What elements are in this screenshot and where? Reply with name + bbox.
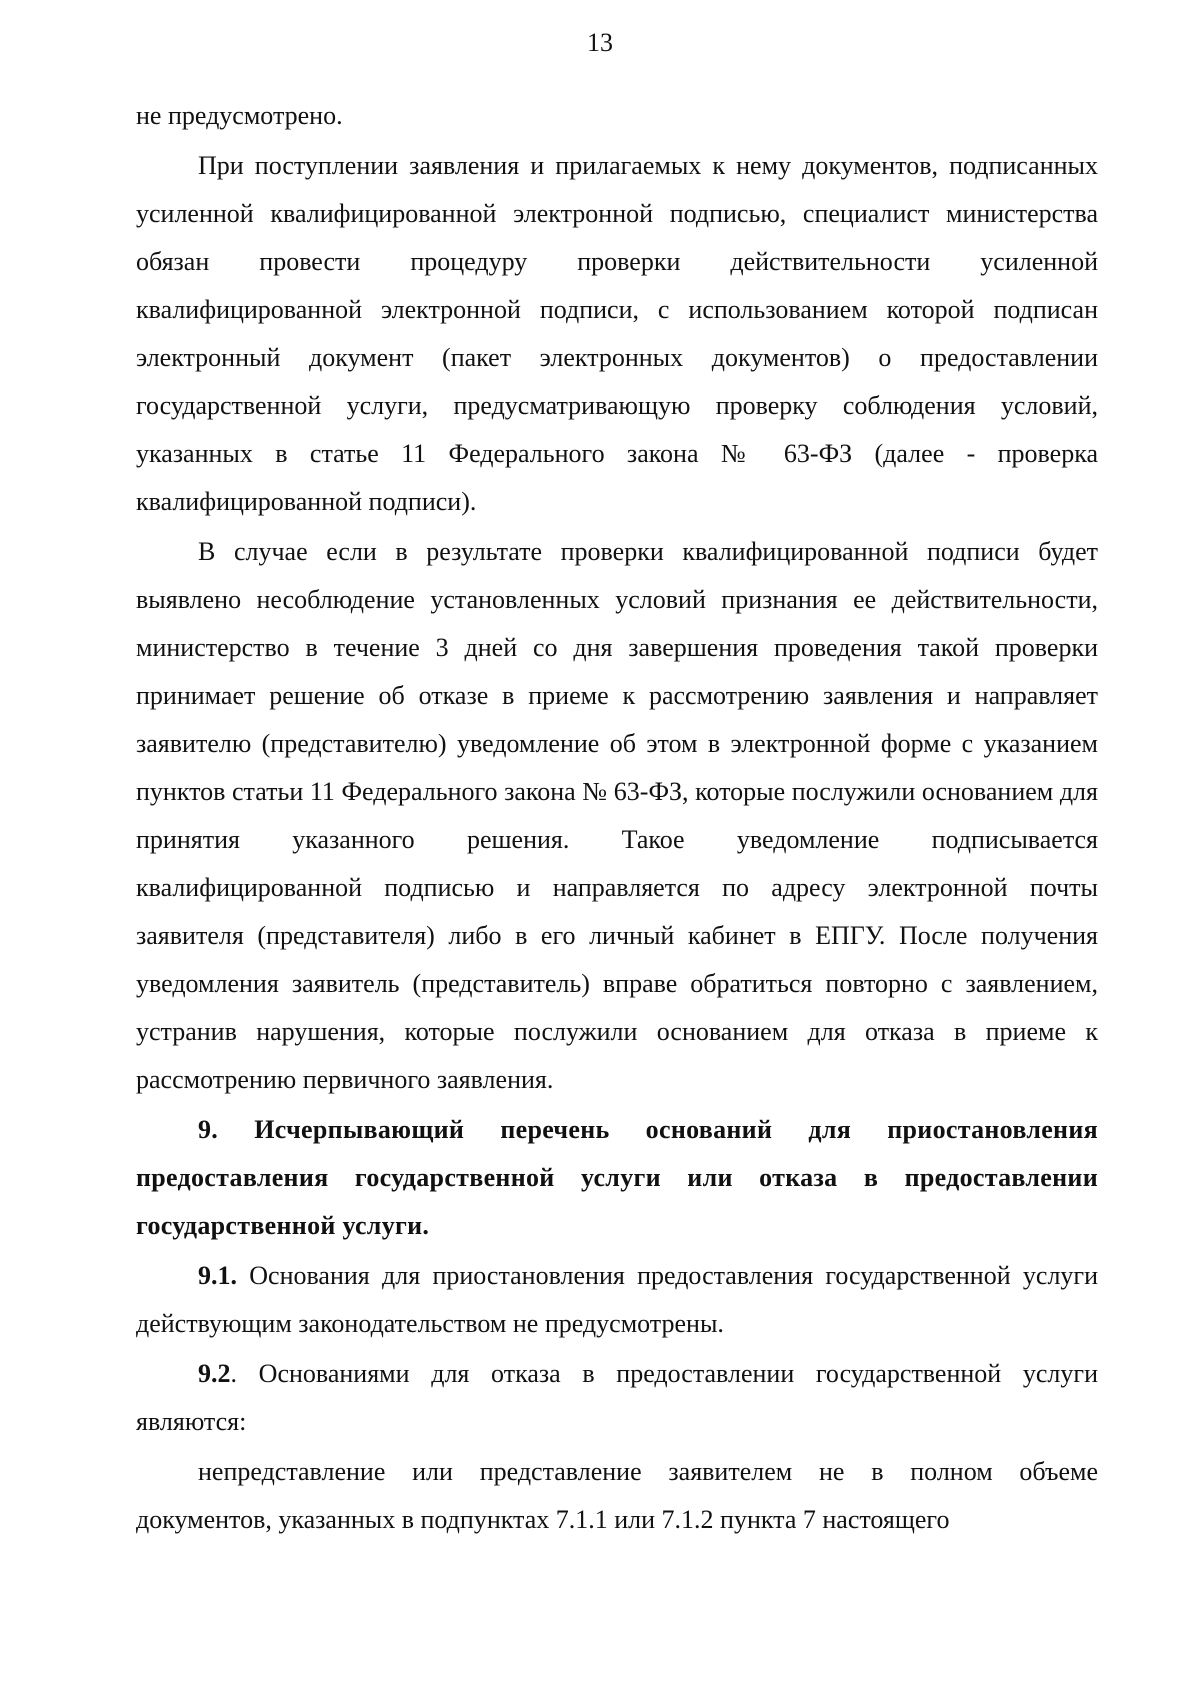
paragraph-signature-check: При поступлении заявления и прилагаемых к нему документов, подписанных усиленной квалифицированной электронной подписью, специалист министерства обязан провести процедуру проверки действительности усиленной квалифицированной электронной подписи, с использованием которой подписан электронный документ (пакет электронных документов) о предоставлении государственной услуги, предусматривающую проверку соблюдения условий, указанных в статье 11 Федерального закона № 63-ФЗ (далее - проверка квалифицированной подписи). — [136, 151, 1098, 516]
clause-number-9-2: 9.2 — [198, 1359, 231, 1388]
paragraph-signature-invalid: В случае если в результате проверки квалифицированной подписи будет выявлено несоблюдение установленных условий признания ее действительности, министерство в течение 3 дней со дня завершения проведения такой проверки принимает решение об отказе в приеме к рассмотрению заявления и направляет заявителю (представителю) уведомление об этом в электронной форме с указанием пунктов статьи 11 Федерального закона № 63-ФЗ, которые послужили основанием для принятия указанного решения. Такое уведомление подписывается квалифицированной подписью и направляется по адресу электронной почты заявителя (представителя) либо в его личный кабинет в ЕПГУ. После получения уведомления заявитель (представитель) вправе обратиться повторно с заявлением, устранив нарушения, которые послужили основанием для отказа в приеме к рассмотрению первичного заявления. — [136, 537, 1098, 1094]
section-heading-9: 9. Исчерпывающий перечень оснований для приостановления предоставления государственной услуги или отказа в предоставлении государственной услуги. — [136, 1115, 1098, 1240]
page-body — [136, 92, 1098, 1544]
paragraph-9-1 — [136, 1252, 1098, 1348]
clause-number-9-1: 9.1. — [198, 1261, 237, 1290]
page-number: 13 — [587, 28, 613, 57]
paragraph-continuation: не предусмотрено. — [136, 101, 343, 130]
clause-text-9-2: . Основаниями для отказа в предоставлении государственной услуги являются: — [136, 1359, 1098, 1436]
paragraph-9-2 — [136, 1350, 1098, 1446]
clause-text-9-1: Основания для приостановления предоставления государственной услуги действующим законодательством не предусмотрены. — [136, 1261, 1098, 1338]
paragraph-refusal-ground: непредставление или представление заявителем не в полном объеме документов, указанных в подпунктах 7.1.1 или 7.1.2 пункта 7 настоящего — [136, 1457, 1098, 1534]
